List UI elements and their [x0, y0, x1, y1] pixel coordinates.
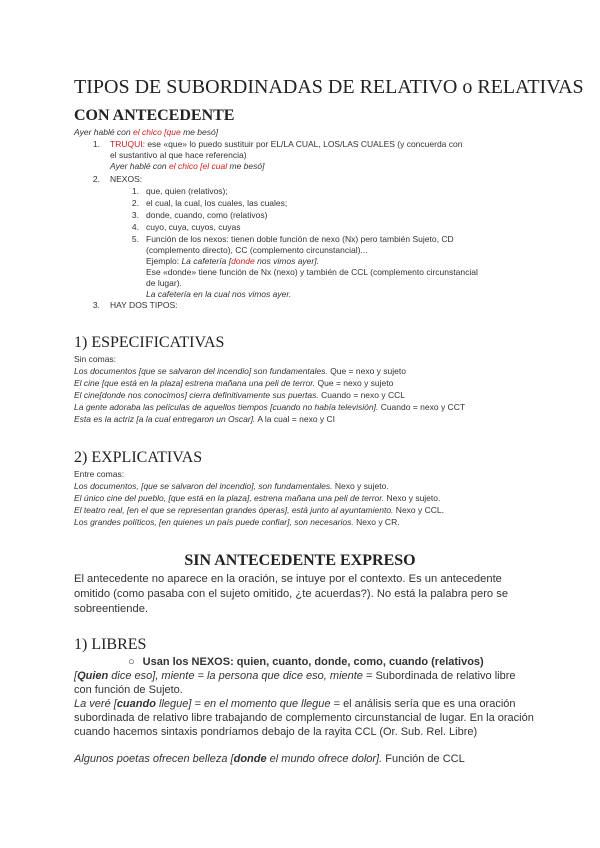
item1-text: ese «que» lo puedo sustituir por EL/LA CUAL, LOS/LAS CUALES (y concuerda con — [144, 139, 463, 149]
example-sentence-italic: Los grandes políticos, [en quienes un país puede confiar], son necesarios. — [74, 517, 354, 527]
example-sentence — [74, 493, 440, 504]
example-sentence-italic: El teatro real, [en el que se representan grandes óperas], está junto al ayuntamiento. — [74, 505, 394, 515]
example-sentence — [74, 505, 444, 516]
nexos-label: NEXOS: — [110, 174, 143, 184]
example-sentence-italic: Esta es la actriz [a la cual entregaron un Oscar]. — [74, 414, 256, 424]
libres-example-1-nexo: Quien — [77, 670, 109, 682]
list-number: 3. — [92, 300, 100, 310]
sub-number: 1. — [131, 186, 139, 196]
nexo-item: que, quien (relativos); — [146, 186, 228, 196]
libres-example-2-a: La veré [ — [74, 698, 117, 710]
libres-example-3-a: Algunos poetas ofrecen belleza [ — [74, 753, 234, 765]
nexo-example-label: Ejemplo: — [146, 256, 182, 266]
sub-number: 4. — [131, 222, 139, 232]
example-sentence-analysis: Que = nexo y sujeto — [315, 378, 394, 388]
example-sentence-italic: Los documentos, [que se salvaron del incendio], son fundamentales. — [74, 481, 333, 491]
example-sentence-analysis: Cuando = nexo y CCT — [378, 402, 466, 412]
example-sentence-analysis: Que = nexo y sujeto — [327, 366, 406, 376]
example-sentence-italic: Los documentos [que se salvaron del incendio] son fundamentales. — [74, 366, 328, 376]
item1-line1 — [110, 139, 462, 150]
bullet-circle-icon: ○ — [128, 656, 135, 668]
libres-example-2-c: llegue] = en el momento que llegue — [155, 698, 331, 710]
example-sentence — [74, 366, 406, 377]
list-number: 1. — [92, 139, 100, 149]
nexo-example-a: La cafetería [ — [181, 256, 232, 266]
example-sentence-italic: El único cine del pueblo, [que está en la plaza], estrena mañana una peli de terror. — [74, 493, 385, 503]
explicativas-intro: Entre comas: — [74, 469, 125, 479]
sub-number: 5. — [131, 234, 139, 244]
item1-line2: el sustantivo al que hace referencia) — [110, 150, 247, 160]
libres-example-3-c: el mundo ofrece dolor]. — [266, 753, 383, 765]
nexo-example-c: nos vimos ayer]. — [254, 256, 319, 266]
libres-example-2 — [74, 697, 534, 739]
nexo-explanation-2: de lugar). — [146, 278, 182, 288]
sin-antecedente-paragraph: El antecedente no aparece en la oración, se intuye por el contexto. Es un antecedente omitido (como pasaba con el sujeto omitido, ¿te acuerdas?). No está la palabra pero se sobreentiende. — [74, 573, 509, 615]
example-sentence — [74, 517, 400, 528]
libres-example-3 — [74, 752, 534, 766]
heading-especificativas: 1) ESPECIFICATIVAS — [74, 334, 225, 351]
example-sentence-italic: La gente adoraba las películas de aquellos tiempos [cuando no había televisión]. — [74, 402, 379, 412]
example-part-a: Ayer hablé con — [74, 127, 133, 137]
heading-con-antecedente: CON ANTECEDENTE — [74, 107, 235, 124]
libres-example-1-c: dice eso], miente = la persona que dice eso, miente — [108, 670, 363, 682]
example-part-c: me besó] — [180, 127, 219, 137]
nexo-item: el cual, la cual, los cuales, las cuales; — [146, 198, 288, 208]
heading-libres: 1) LIBRES — [74, 636, 147, 653]
example-highlight: el chico [que — [133, 127, 181, 137]
example-sentence-analysis: Nexo y CR. — [353, 517, 400, 527]
heading-explicativas: 2) EXPLICATIVAS — [74, 449, 203, 466]
libres-bullet — [128, 655, 484, 669]
item1-example — [110, 161, 264, 172]
example-sentence — [74, 390, 405, 401]
example-sentence — [74, 414, 335, 425]
example-sentence-analysis: Nexo y CCL. — [393, 505, 444, 515]
nexo-example-2: La cafetería en la cual nos vimos ayer. — [146, 289, 292, 299]
libres-example-3-nexo: donde — [233, 753, 267, 765]
sub-number: 2. — [131, 198, 139, 208]
example-sentence-analysis: Cuando = nexo y CCL — [318, 390, 405, 400]
truco-label: TRUQUI: — [110, 139, 145, 149]
example-sentence — [74, 378, 393, 389]
nexo-item: donde, cuando, como (relativos) — [146, 210, 268, 220]
example-sentence — [74, 402, 465, 413]
item1-example-a: Ayer hablé con — [110, 161, 169, 171]
example-sentence-analysis: Nexo y sujeto. — [332, 481, 389, 491]
especificativas-intro: Sin comas: — [74, 354, 117, 364]
document-title: TIPOS DE SUBORDINADAS DE RELATIVO o RELATIVAS — [74, 76, 584, 98]
libres-example-2-nexo: cuando — [116, 698, 156, 710]
libres-example-1-a: [ — [74, 670, 78, 682]
libres-example-1-analysis: = Subordinada de relativo libre con función de Sujeto. — [74, 670, 516, 696]
example-sentence-analysis: Nexo y sujeto. — [384, 493, 441, 503]
sub-number: 3. — [131, 210, 139, 220]
nexo-explanation: Ese «donde» tiene función de Nx (nexo) y también de CCL (complemento circunstancial — [146, 267, 478, 277]
example-sentence-analysis: A la cual = nexo y CI — [255, 414, 336, 424]
item1-example-c: me besó] — [227, 161, 265, 171]
nexo-item: Función de los nexos: tienen doble función de nexo (Nx) pero también Sujeto, CD — [146, 234, 454, 244]
libres-example-2-analysis: = el análisis sería que es una oración subordinada de relativo libre trabajando de complemento circunstancial de lugar. En la oración cuando hacemos sintaxis pondríamos debajo de la rayita CCL (Or. Sub. Rel. Libre) — [74, 698, 534, 738]
example-sentence-italic: El cine [que está en la plaza] estrena mañana una peli de terror. — [74, 378, 316, 388]
example-sentence-italic: El cine[donde nos conocimos] cierra definitivamente sus puertas. — [74, 390, 319, 400]
libres-example-3-analysis: Función de CCL — [382, 753, 465, 765]
heading-sin-antecedente: SIN ANTECEDENTE EXPRESO — [184, 552, 416, 569]
dos-tipos-label: HAY DOS TIPOS: — [110, 300, 178, 310]
nexo-example — [146, 256, 319, 267]
example-line — [74, 127, 218, 138]
nexo-example-highlight: donde — [231, 256, 255, 266]
libres-bullet-text: Usan los NEXOS: quien, cuanto, donde, como, cuando (relativos) — [142, 656, 484, 668]
libres-example-1 — [74, 669, 534, 697]
nexo-item: cuyo, cuya, cuyos, cuyas — [146, 222, 241, 232]
item1-example-highlight: el chico [el cual — [169, 161, 228, 171]
list-number: 2. — [92, 174, 100, 184]
nexo-item-line2: (complemento directo), CC (complemento circunstancial)... — [146, 245, 368, 255]
example-sentence — [74, 481, 389, 492]
